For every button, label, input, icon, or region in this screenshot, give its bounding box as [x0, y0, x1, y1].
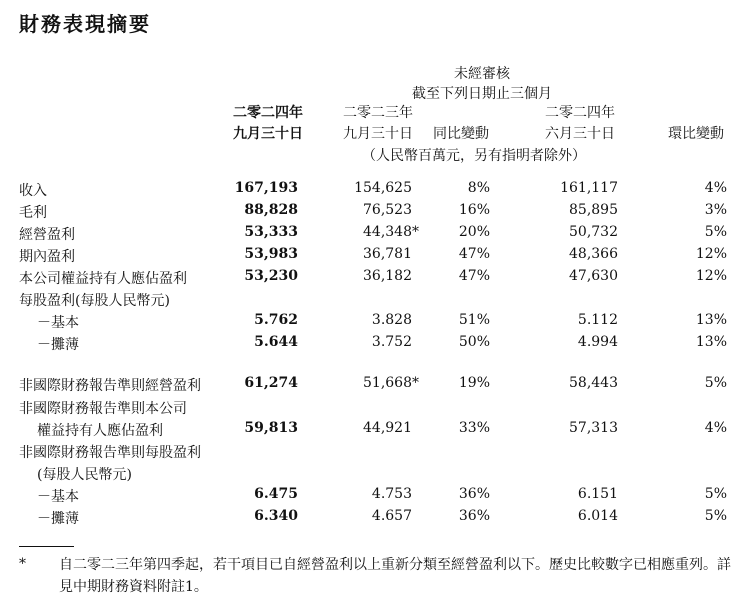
value-q2-2024: 5.112 — [577, 312, 618, 328]
table-row — [0, 506, 750, 527]
header-group-line1: 未經審核 — [454, 66, 510, 82]
value-q2-2024: 85,895 — [569, 202, 618, 218]
value-q2-2024: 6.014 — [577, 508, 618, 524]
value-q3-2024: 61,274 — [244, 375, 298, 391]
table-row — [0, 373, 750, 394]
value-text: 44,348 — [363, 224, 412, 240]
value-yoy-change: 47% — [458, 268, 490, 284]
row-label: 非國際財務報告準則本公司 — [19, 401, 187, 417]
value-q3-2024: 5.644 — [254, 334, 298, 350]
value-qoq-change: 5% — [704, 486, 727, 502]
value-q3-2023: 3.828 — [371, 312, 412, 328]
value-q3-2023: 51,668* — [363, 375, 419, 391]
value-qoq-change: 4% — [704, 420, 727, 436]
value-q3-2024: 5.762 — [254, 312, 298, 328]
value-q2-2024: 50,732 — [569, 224, 618, 240]
table-row — [0, 200, 750, 221]
row-label: －基本 — [37, 489, 79, 505]
header-col1-line1: 二零二四年 — [233, 105, 303, 121]
value-yoy-change: 47% — [458, 246, 490, 262]
header-col2-line1: 二零二三年 — [343, 105, 413, 121]
table-row — [0, 310, 750, 331]
footnote-mark: * — [19, 556, 26, 572]
value-qoq-change: 5% — [704, 375, 727, 391]
table-row — [0, 178, 750, 199]
value-q3-2024: 88,828 — [244, 202, 298, 218]
value-q3-2024: 53,983 — [244, 246, 298, 262]
value-yoy-change: 36% — [458, 508, 490, 524]
value-q3-2024: 167,193 — [234, 180, 298, 196]
value-q3-2023: 4.753 — [371, 486, 412, 502]
header-units: （人民幣百萬元，另有指明者除外） — [362, 148, 586, 164]
value-q3-2023: 76,523 — [363, 202, 412, 218]
value-q3-2023: 4.657 — [371, 508, 412, 524]
footnote-divider — [19, 546, 74, 547]
row-label: 每股盈利(每股人民幣元) — [19, 293, 170, 309]
value-yoy-change: 36% — [458, 486, 490, 502]
value-yoy-change: 33% — [458, 420, 490, 436]
value-yoy-change: 8% — [467, 180, 490, 196]
value-text: 51,668 — [363, 375, 412, 391]
value-qoq-change: 5% — [704, 508, 727, 524]
value-qoq-change: 13% — [695, 334, 727, 350]
table-row — [0, 222, 750, 243]
table-row — [0, 418, 750, 439]
value-q3-2023: 3.752 — [371, 334, 412, 350]
table-row — [0, 244, 750, 265]
value-yoy-change: 19% — [458, 375, 490, 391]
value-q2-2024: 161,117 — [560, 180, 618, 196]
header-col2-line2: 九月三十日 — [343, 126, 413, 142]
table-row — [0, 332, 750, 353]
table-row — [0, 266, 750, 287]
table-row — [0, 396, 750, 417]
table-row — [0, 288, 750, 309]
value-q3-2024: 59,813 — [244, 420, 298, 436]
value-qoq-change: 3% — [704, 202, 727, 218]
row-label: 收入 — [19, 183, 47, 199]
value-q3-2024: 6.340 — [254, 508, 298, 524]
value-qoq-change: 5% — [704, 224, 727, 240]
row-label: －攤薄 — [37, 511, 79, 527]
row-label: 非國際財務報告準則每股盈利 — [19, 445, 201, 461]
value-q2-2024: 4.994 — [577, 334, 618, 350]
header-col1-line2: 九月三十日 — [233, 126, 303, 142]
header-col5: 環比變動 — [668, 126, 724, 142]
value-qoq-change: 12% — [695, 268, 727, 284]
header-group-line2: 截至下列日期止三個月 — [412, 86, 552, 102]
header-col4-line1: 二零二四年 — [545, 105, 615, 121]
value-q3-2024: 6.475 — [254, 486, 298, 502]
table-row — [0, 440, 750, 461]
table-row — [0, 462, 750, 483]
header-col4-line2: 六月三十日 — [545, 126, 615, 142]
value-yoy-change: 20% — [458, 224, 490, 240]
value-q3-2024: 53,333 — [244, 224, 298, 240]
row-label: 非國際財務報告準則經營盈利 — [19, 378, 201, 394]
header-col3: 同比變動 — [433, 126, 489, 142]
value-q3-2023: 154,625 — [354, 180, 412, 196]
row-label: 期內盈利 — [19, 249, 75, 265]
value-yoy-change: 16% — [458, 202, 490, 218]
value-yoy-change: 51% — [458, 312, 490, 328]
value-yoy-change: 50% — [458, 334, 490, 350]
value-q3-2023: 44,921 — [363, 420, 412, 436]
value-q2-2024: 6.151 — [577, 486, 618, 502]
value-q3-2023: 36,182 — [363, 268, 412, 284]
row-label: －攤薄 — [37, 337, 79, 353]
footnote-text: 自二零二三年第四季起，若干項目已自經營盈利以上重新分類至經營盈利以下。歷史比較數字已相應重列。詳見中期財務資料附註1。 — [59, 557, 731, 595]
row-label: 權益持有人應佔盈利 — [37, 423, 163, 439]
value-q2-2024: 57,313 — [569, 420, 618, 436]
value-q2-2024: 47,630 — [569, 268, 618, 284]
table-row — [0, 484, 750, 505]
row-label: 經營盈利 — [19, 227, 75, 243]
row-label: 毛利 — [19, 205, 47, 221]
value-q3-2023: 44,348* — [363, 224, 419, 240]
value-qoq-change: 4% — [704, 180, 727, 196]
value-qoq-change: 13% — [695, 312, 727, 328]
page-title: 財務表現摘要 — [19, 12, 151, 36]
value-qoq-change: 12% — [695, 246, 727, 262]
row-label: 本公司權益持有人應佔盈利 — [19, 271, 187, 287]
row-label: －基本 — [37, 315, 79, 331]
value-q2-2024: 58,443 — [569, 375, 618, 391]
row-label: (每股人民幣元) — [37, 467, 132, 483]
value-q3-2023: 36,781 — [363, 246, 412, 262]
value-q3-2024: 53,230 — [244, 268, 298, 284]
value-q2-2024: 48,366 — [569, 246, 618, 262]
